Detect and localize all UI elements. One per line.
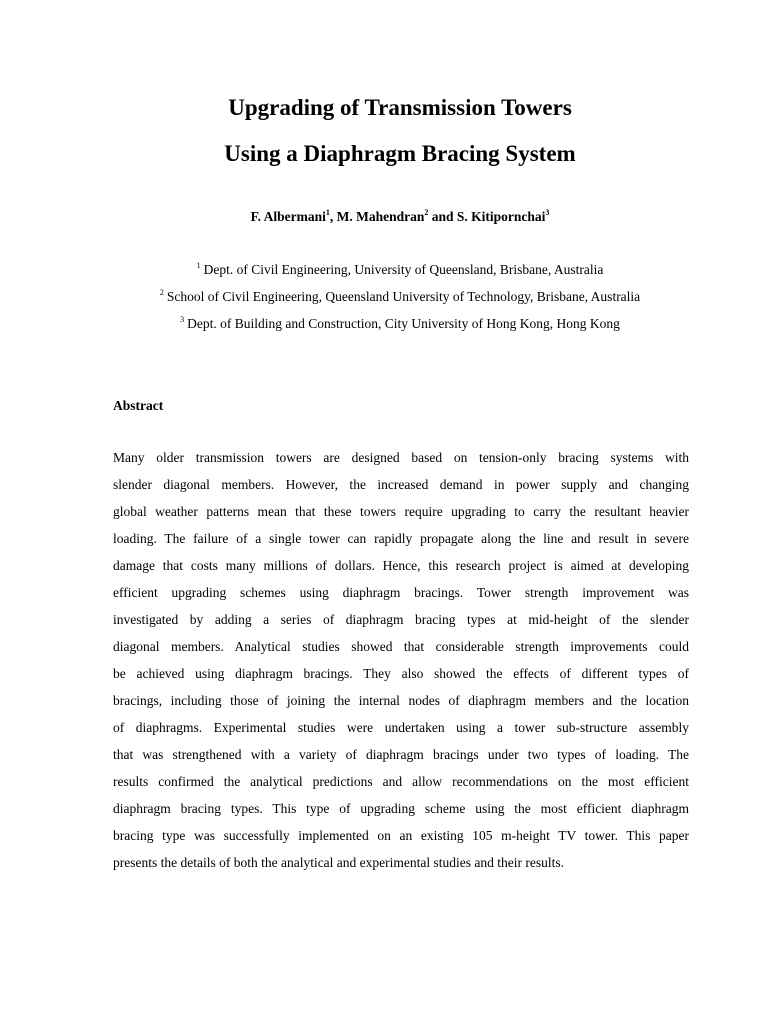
abstract-line: bracing type was successfully implemented on an existing 105 m-height TV tower. This paper	[113, 828, 689, 843]
author-name: M. Mahendran	[336, 209, 425, 224]
abstract-line: investigated by adding a series of diaphragm bracing types at mid-height of the slender	[113, 612, 689, 627]
abstract-line: bracings, including those of joining the internal nodes of diaphragm members and the location	[113, 693, 689, 708]
author-separator: and	[428, 209, 457, 224]
abstract-line: loading. The failure of a single tower can rapidly propagate along the line and result in severe	[113, 531, 689, 546]
abstract-body	[113, 449, 689, 881]
abstract-line: presents the details of both the analytical and experimental studies and their results.	[113, 855, 564, 870]
abstract-line: Many older transmission towers are designed based on tension-only bracing systems with	[113, 450, 689, 465]
author-separator: ,	[329, 209, 337, 224]
affiliation-1	[0, 261, 768, 279]
affiliation-3	[0, 315, 768, 333]
abstract-line: be achieved using diaphragm bracings. They also showed the effects of different types of	[113, 666, 689, 681]
author-affiliation-mark: 1	[325, 208, 330, 217]
paper-title-line-1: Upgrading of Transmission Towers	[228, 95, 572, 120]
abstract-line: slender diagonal members. However, the increased demand in power supply and changing	[113, 477, 689, 492]
author-name: F. Albermani	[250, 209, 326, 224]
abstract-line: of diaphragms. Experimental studies were undertaken using a tower sub-structure assembly	[113, 720, 689, 735]
affiliation-text: School of Civil Engineering, Queensland University of Technology, Brisbane, Australia	[166, 289, 641, 304]
abstract-line: efficient upgrading schemes using diaphragm bracings. Tower strength improvement was	[113, 585, 689, 600]
affiliation-mark: 1	[196, 261, 201, 270]
affiliation-mark: 2	[159, 288, 164, 297]
abstract-heading: Abstract	[113, 398, 164, 413]
paper-title-line-2: Using a Diaphragm Bracing System	[224, 141, 576, 166]
affiliation-mark: 3	[180, 315, 185, 324]
abstract-line: damage that costs many millions of dollars. Hence, this research project is aimed at developing	[113, 558, 689, 573]
abstract-line: diagonal members. Analytical studies showed that considerable strength improvements could	[113, 639, 689, 654]
author-affiliation-mark: 2	[424, 208, 429, 217]
abstract-line: global weather patterns mean that these towers require upgrading to carry the resultant heavier	[113, 504, 689, 519]
author-name: S. Kitipornchai	[456, 209, 546, 224]
author-affiliation-mark: 3	[545, 208, 550, 217]
affiliation-text: Dept. of Building and Construction, City University of Hong Kong, Hong Kong	[187, 316, 620, 331]
affiliation-text: Dept. of Civil Engineering, University of Queensland, Brisbane, Australia	[203, 262, 604, 277]
abstract-line: results confirmed the analytical predictions and allow recommendations on the most efficient	[113, 774, 689, 789]
author-list	[0, 208, 768, 226]
abstract-line: diaphragm bracing types. This type of upgrading scheme using the most efficient diaphragm	[113, 801, 689, 816]
affiliation-2	[0, 288, 768, 306]
abstract-line: that was strengthened with a variety of diaphragm bracings under two types of loading. The	[113, 747, 689, 762]
